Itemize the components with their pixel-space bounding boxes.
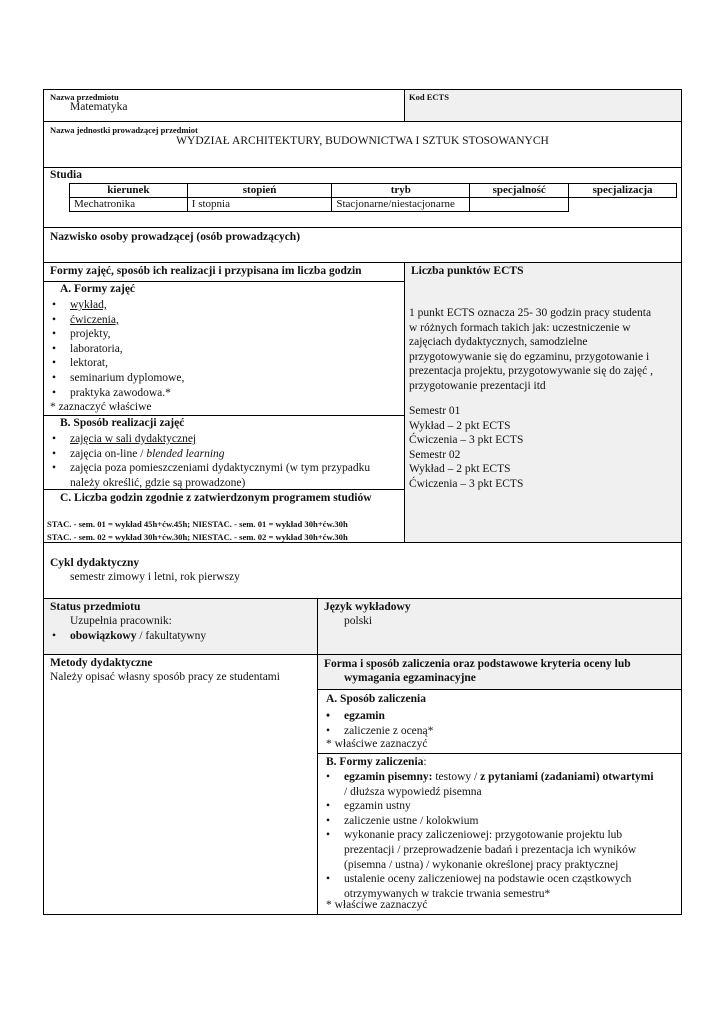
language-label: Język wykładowy [324,601,411,613]
status-cell [43,598,318,655]
status-line1: Uzupełnia pracownik: [70,615,172,627]
cycle-label: Cykl dydaktyczny [50,557,140,569]
cycle-cell [43,542,682,599]
forms-header: Formy zajęć, sposób ich realizacji i przypisana im liczba godzin [50,265,362,277]
methods-cell [43,654,318,915]
assessment-praca-line3: (pisemna / ustna) / wykonanie określonej pracy praktycznej [344,858,619,871]
assessment-item-zaliczenie: • zaliczenie z oceną* [344,724,433,739]
ects-semester-line: Ćwiczenia – 3 pkt ECTS [409,434,524,447]
lecturer-cell [43,227,682,263]
ects-semester-line: Ćwiczenia – 3 pkt ECTS [409,477,524,490]
lecturer-label: Nazwisko osoby prowadzącej (osób prowadzących) [50,231,301,243]
studies-label: Studia [50,169,82,181]
status-optional: / fakultatywny [136,630,207,642]
ects-desc-line: 1 punkt ECTS oznacza 25- 30 godzin pracy studenta [409,307,652,319]
assessment-b-colon: : [423,756,427,768]
header-kierunek: kierunek [70,184,188,198]
unit-cell [43,121,682,168]
studies-header-row [70,184,677,198]
assessment-a-list [320,709,433,738]
subject-name-cell [43,89,405,122]
assessment-a-cell [317,689,682,754]
cell-specjalnosc [470,198,569,212]
assessment-b-note: * właściwe zaznaczyć [326,899,428,911]
ects-semester-line: Semestr 01 [409,405,461,417]
hours-line-sem02: STAC. - sem. 02 = wykład 30h+ćw.30h; NIESTAC. - sem. 02 = wykład 30h+ćw.30h [47,532,348,542]
header-specjalnosc: specjalność [470,184,569,198]
realization-outside-line1: zajęcia poza pomieszczeniami dydaktycznymi (w tym przypadku [70,462,371,475]
hours-line-sem01: STAC. - sem. 01 = wykład 45h+ćw.45h; NIESTAC. - sem. 01 = wykład 30h+ćw.30h [47,519,348,529]
ects-semester-line: Wykład – 2 pkt ECTS [409,463,511,476]
ects-desc-line: przygotowanie prezentacji itd [409,379,546,392]
ects-points-cell [404,262,682,543]
ects-points-header: Liczba punktów ECTS [411,265,524,277]
ects-description [409,306,653,394]
assessment-form-praca [344,828,680,872]
form-item-praktyka: • praktyka zawodowa.* [70,386,184,401]
realization-item-sala: • zajęcia w sali dydaktycznej [70,432,402,447]
ects-semester-line: Wykład – 2 pkt ECTS [409,419,511,432]
studies-data-row [70,198,677,212]
ects-semester-line: Semestr 02 [409,448,461,461]
status-obligatory: obowiązkowy [70,630,137,642]
methods-label: Metody dydaktyczne [50,657,153,669]
subject-name-label: Nazwa przedmiotu [50,92,119,102]
assessment-praca-line2: prezentacji / przeprowadzenie badań i prezentacja ich wyników [344,843,637,856]
status-label: Status przedmiotu [50,601,141,613]
assessment-b-title-wrap [326,756,427,768]
assessment-pisemny-testowy: testowy / [432,771,481,783]
header-specjalizacja: specjalizacja [569,184,677,198]
unit-label: Nazwa jednostki prowadzącej przedmiot [50,125,198,135]
ects-semesters [409,404,523,492]
language-value: polski [344,615,373,627]
forms-a-cell [43,281,405,416]
studies-cell [43,167,682,228]
assessment-header-line2: wymagania egzaminacyjne [344,672,476,684]
assessment-item-egzamin: • egzamin [344,709,433,724]
ects-desc-line: w różnych formach takich jak: uczestniczenie w [409,321,631,334]
cell-tryb: Stacjonarne/niestacjonarne [332,198,470,212]
realization-outside-line2: należy określić, gdzie są prowadzone) [70,476,246,489]
assessment-pisemny-otwarte: z pytaniami (zadaniami) otwartymi [480,771,654,783]
realization-item-outside [70,461,402,490]
form-item-cwiczenia: • ćwiczenia, [70,313,184,328]
assessment-oceny-line1: ustalenie oceny zaliczeniowej na podstawie ocen cząstkowych [344,873,632,886]
assessment-a-note: * właściwe zaznaczyć [326,738,428,750]
ects-desc-line: prezentacja projektu, przygotowywanie się do zajęć , [409,365,653,378]
assessment-b-title: B. Formy zaliczenia [326,756,424,768]
form-item-projekty: • projekty, [70,327,184,342]
assessment-b-list [320,770,680,901]
realization-item-online [70,447,402,462]
form-item-seminarium: • seminarium dyplomowe, [70,371,184,386]
assessment-oceny-line2: otrzymywanych w trakcie trwania semestru* [344,887,551,900]
forms-b-title: B. Sposób realizacji zajęć [60,417,185,429]
form-item-laboratoria: • laboratoria, [70,342,184,357]
forms-a-title: A. Formy zajęć [60,283,136,295]
assessment-form-ustny: • egzamin ustny [344,799,680,814]
assessment-header-line1: Forma i sposób zaliczenia oraz podstawowe kryteria oceny lub [324,658,631,670]
assessment-form-kolokwium: • zaliczenie ustne / kolokwium [344,814,680,829]
cycle-value: semestr zimowy i letni, rok pierwszy [70,571,240,583]
form-item-lektorat: • lektorat, [70,356,184,371]
ects-desc-line: przygotowywanie się do egzaminu, przygotowanie i [409,350,650,363]
forms-c-cell [43,489,405,543]
realization-blended-text: blended learning [146,447,225,460]
unit-value: WYDZIAŁ ARCHITEKTURY, BUDOWNICTWA I SZTUK STOSOWANYCH [176,135,549,147]
subject-name-value: Matematyka [70,101,128,113]
forms-b-cell [43,415,405,490]
assessment-form-pisemny [344,770,680,799]
forms-a-list [46,298,184,400]
ects-code-cell [404,89,682,122]
header-tryb: tryb [332,184,470,198]
assessment-a-title: A. Sposób zaliczenia [326,693,426,705]
assessment-form-oceny [344,872,680,901]
cell-stopien: I stopnia [187,198,332,212]
language-cell [317,598,682,655]
forms-c-title: C. Liczba godzin zgodnie z zatwierdzonym programem studiów [60,492,372,504]
forms-header-cell [43,262,405,282]
methods-value: Należy opisać własny sposób pracy ze studentami [50,671,280,683]
assessment-pisemny-line2: / dłuższa wypowiedź pisemna [344,785,482,798]
status-list [46,629,206,644]
assessment-header-cell [317,654,682,690]
status-item [70,629,206,644]
ects-code-label: Kod ECTS [409,92,449,102]
header-stopien: stopień [187,184,332,198]
forms-a-note: * zaznaczyć właściwe [50,401,152,413]
studies-table [69,183,677,212]
cell-specjalizacja [569,198,677,212]
form-item-wyklad: • wykład, [70,298,184,313]
assessment-praca-line1: wykonanie pracy zaliczeniowej: przygotowanie projektu lub [344,829,623,842]
cell-kierunek: Mechatronika [70,198,188,212]
ects-desc-line: zajęciach dydaktycznych, samodzielne [409,336,588,349]
assessment-pisemny-label: egzamin pisemny: [344,771,433,783]
forms-b-list [46,432,402,490]
assessment-b-cell [317,753,682,915]
realization-online-text: zajęcia on-line / [70,447,147,460]
